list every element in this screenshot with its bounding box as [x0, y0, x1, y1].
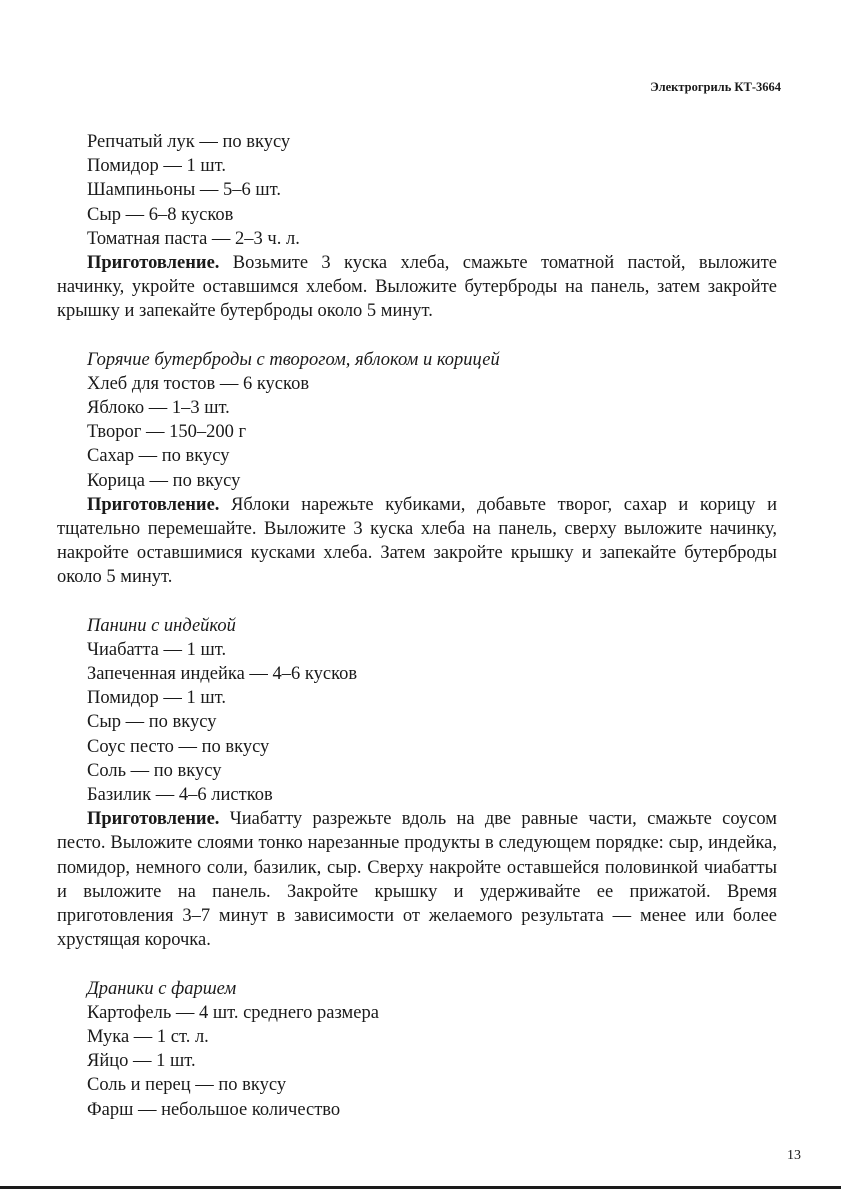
section-gap — [57, 324, 777, 348]
ingredient-line: Соль и перец — по вкусу — [87, 1075, 287, 1096]
ingredient-line: Фарш — небольшое количество — [87, 1099, 341, 1120]
preparation-paragraph — [57, 807, 777, 952]
ingredient-line: Мука — 1 ст. л. — [87, 1026, 209, 1047]
page-number: 13 — [787, 1148, 801, 1163]
ingredient-line: Хлеб для тостов — 6 кусков — [87, 373, 310, 394]
ingredient-line: Яблоко — 1–3 шт. — [87, 398, 230, 419]
preparation-paragraph — [57, 493, 777, 590]
ingredient-line: Картофель — 4 шт. среднего размера — [87, 1002, 379, 1023]
ingredient-line: Запеченная индейка — 4–6 кусков — [87, 664, 358, 685]
ingredient-line: Репчатый лук — по вкусу — [87, 132, 291, 152]
ingredient-line: Сыр — 6–8 кусков — [87, 204, 234, 225]
ingredient-line: Сахар — по вкусу — [87, 446, 230, 467]
intro-ingredient-list — [57, 130, 777, 251]
ingredient-line: Корица — по вкусу — [87, 470, 241, 491]
ingredient-line: Соус песто — по вкусу — [87, 736, 270, 757]
preparation-paragraph — [57, 251, 777, 324]
preparation-text: Чиабатту разрежьте вдоль на две равные части, смажьте соусом песто. Выложите слоями тонко нарезанные продукты в следующем порядке: сыр, индейка, помидор, немного соли, базилик, сыр. Сверху накройте оставшейся половинкой чиабатты и выложите на панель. Закройте крышку и удерживайте ее прижатой. Время приготовления 3–7 минут в зависимости от желаемого результата — менее или более хрустящая корочка. — [57, 809, 777, 951]
ingredient-line: Томатная паста — 2–3 ч. л. — [87, 228, 300, 249]
ingredient-line: Сыр — по вкусу — [87, 712, 217, 733]
preparation-label: Приготовление. — [87, 253, 220, 274]
ingredient-line: Соль — по вкусу — [87, 760, 222, 781]
recipe-section — [57, 614, 777, 953]
preparation-label: Приготовление. — [87, 494, 220, 515]
preparation-text: Яблоки нарежьте кубиками, добавьте творог, сахар и корицу и тщательно перемешайте. Выложите 3 куска хлеба на панель, сверху выложите начинку, накройте оставшимися кусками хлеба. Затем закройте крышку и запекайте бутерброды около 5 минут. — [57, 494, 777, 588]
ingredient-line: Базилик — 4–6 листков — [87, 785, 273, 806]
preparation-label: Приготовление. — [87, 809, 220, 830]
page-body — [57, 130, 777, 1122]
preparation-text: Возьмите 3 куска хлеба, смажьте томатной пастой, выложите начинку, укройте оставшимся хлебом. Выложите бутерброды на панель, затем закройте крышку и запекайте бутерброды около 5 минут. — [57, 253, 777, 322]
ingredient-line: Помидор — 1 шт. — [87, 156, 226, 177]
recipe-title: Панини с индейкой — [87, 615, 236, 636]
recipe-title: Драники с фаршем — [87, 978, 237, 999]
recipe-section — [57, 348, 777, 590]
ingredient-line: Шампиньоны — 5–6 шт. — [87, 180, 281, 201]
ingredient-line: Творог — 150–200 г — [87, 422, 247, 443]
ingredient-line: Чиабатта — 1 шт. — [87, 639, 227, 660]
section-gap — [57, 953, 777, 977]
recipe-title: Горячие бутерброды с творогом, яблоком и корицей — [87, 349, 500, 370]
recipe-section — [57, 977, 777, 1122]
ingredient-line: Помидор — 1 шт. — [87, 688, 226, 709]
ingredient-line: Яйцо — 1 шт. — [87, 1051, 196, 1072]
running-header: Электрогриль КТ-3664 — [650, 80, 781, 94]
section-gap — [57, 590, 777, 614]
